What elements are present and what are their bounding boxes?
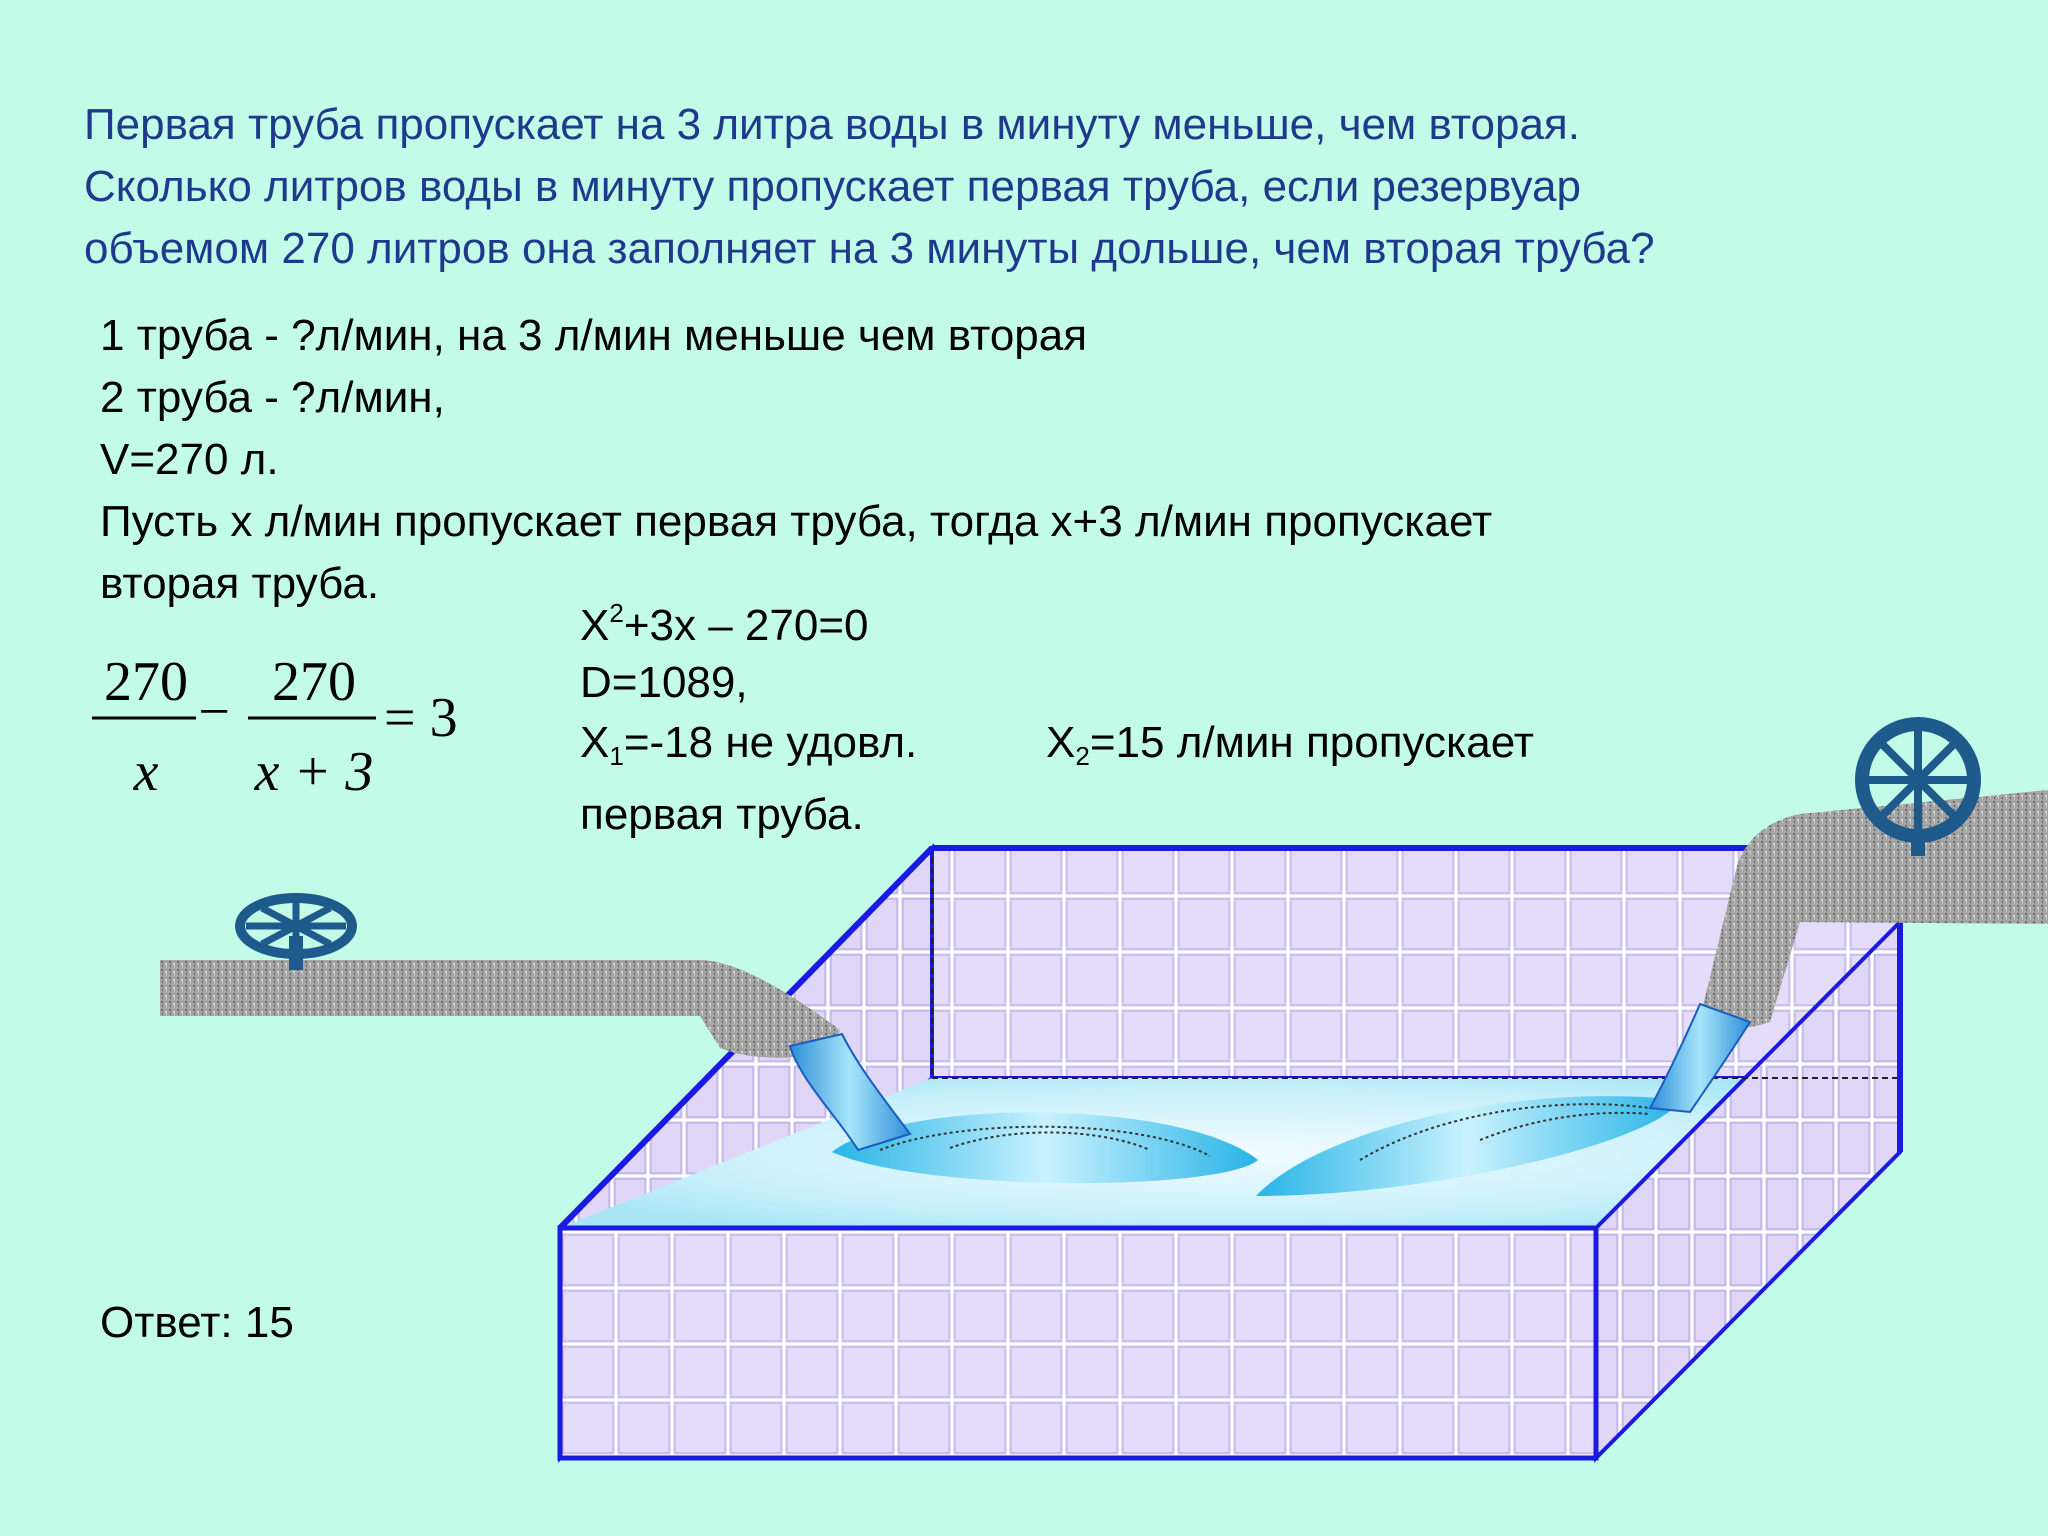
minus-sign: − <box>198 681 230 743</box>
fraction-2-denominator: x + 3 <box>254 741 374 803</box>
fraction-equation <box>88 640 488 820</box>
pipe-left <box>160 960 840 1058</box>
root-2: $Х_2=15$ л/мин пропускает <box>1046 718 1534 771</box>
let-statement-line-2: вторая труба. <box>100 559 380 608</box>
given-pipe-2: 2 труба - ?л/мин, <box>100 373 445 422</box>
discriminant: D=1089, <box>580 658 748 707</box>
answer: Ответ: 15 <box>100 1298 294 1347</box>
fraction-1-denominator: x <box>133 741 159 803</box>
problem-line-2: Сколько литров воды в минуту пропускает первая труба, если резервуар <box>84 162 1581 211</box>
fraction-1-numerator: 270 <box>104 651 188 713</box>
root-2-line-2: первая труба. <box>580 790 864 839</box>
quadratic-equation: $Х^2+3х - 270=0$ <box>580 598 869 650</box>
let-statement-line-1: Пусть х л/мин пропускает первая труба, тогда х+3 л/мин пропускает <box>100 497 1493 546</box>
problem-statement <box>84 94 1984 280</box>
pool-front-wall <box>560 1228 1596 1458</box>
valve-left-icon <box>240 898 352 970</box>
equation-rhs: = 3 <box>384 687 458 749</box>
given-pipe-1: 1 труба - ?л/мин, на 3 л/мин меньше чем вторая <box>100 311 1088 360</box>
given-volume: V=270 л. <box>100 435 279 484</box>
root-1: $Х_1=-18$ не удовл. <box>580 718 918 771</box>
fraction-2-numerator: 270 <box>272 651 356 713</box>
given-conditions <box>100 305 1800 615</box>
problem-line-1: Первая труба пропускает на 3 литра воды в минуту меньше, чем вторая. <box>84 100 1580 149</box>
problem-line-3: объемом 270 литров она заполняет на 3 минуты дольше, чем вторая труба? <box>84 224 1655 273</box>
